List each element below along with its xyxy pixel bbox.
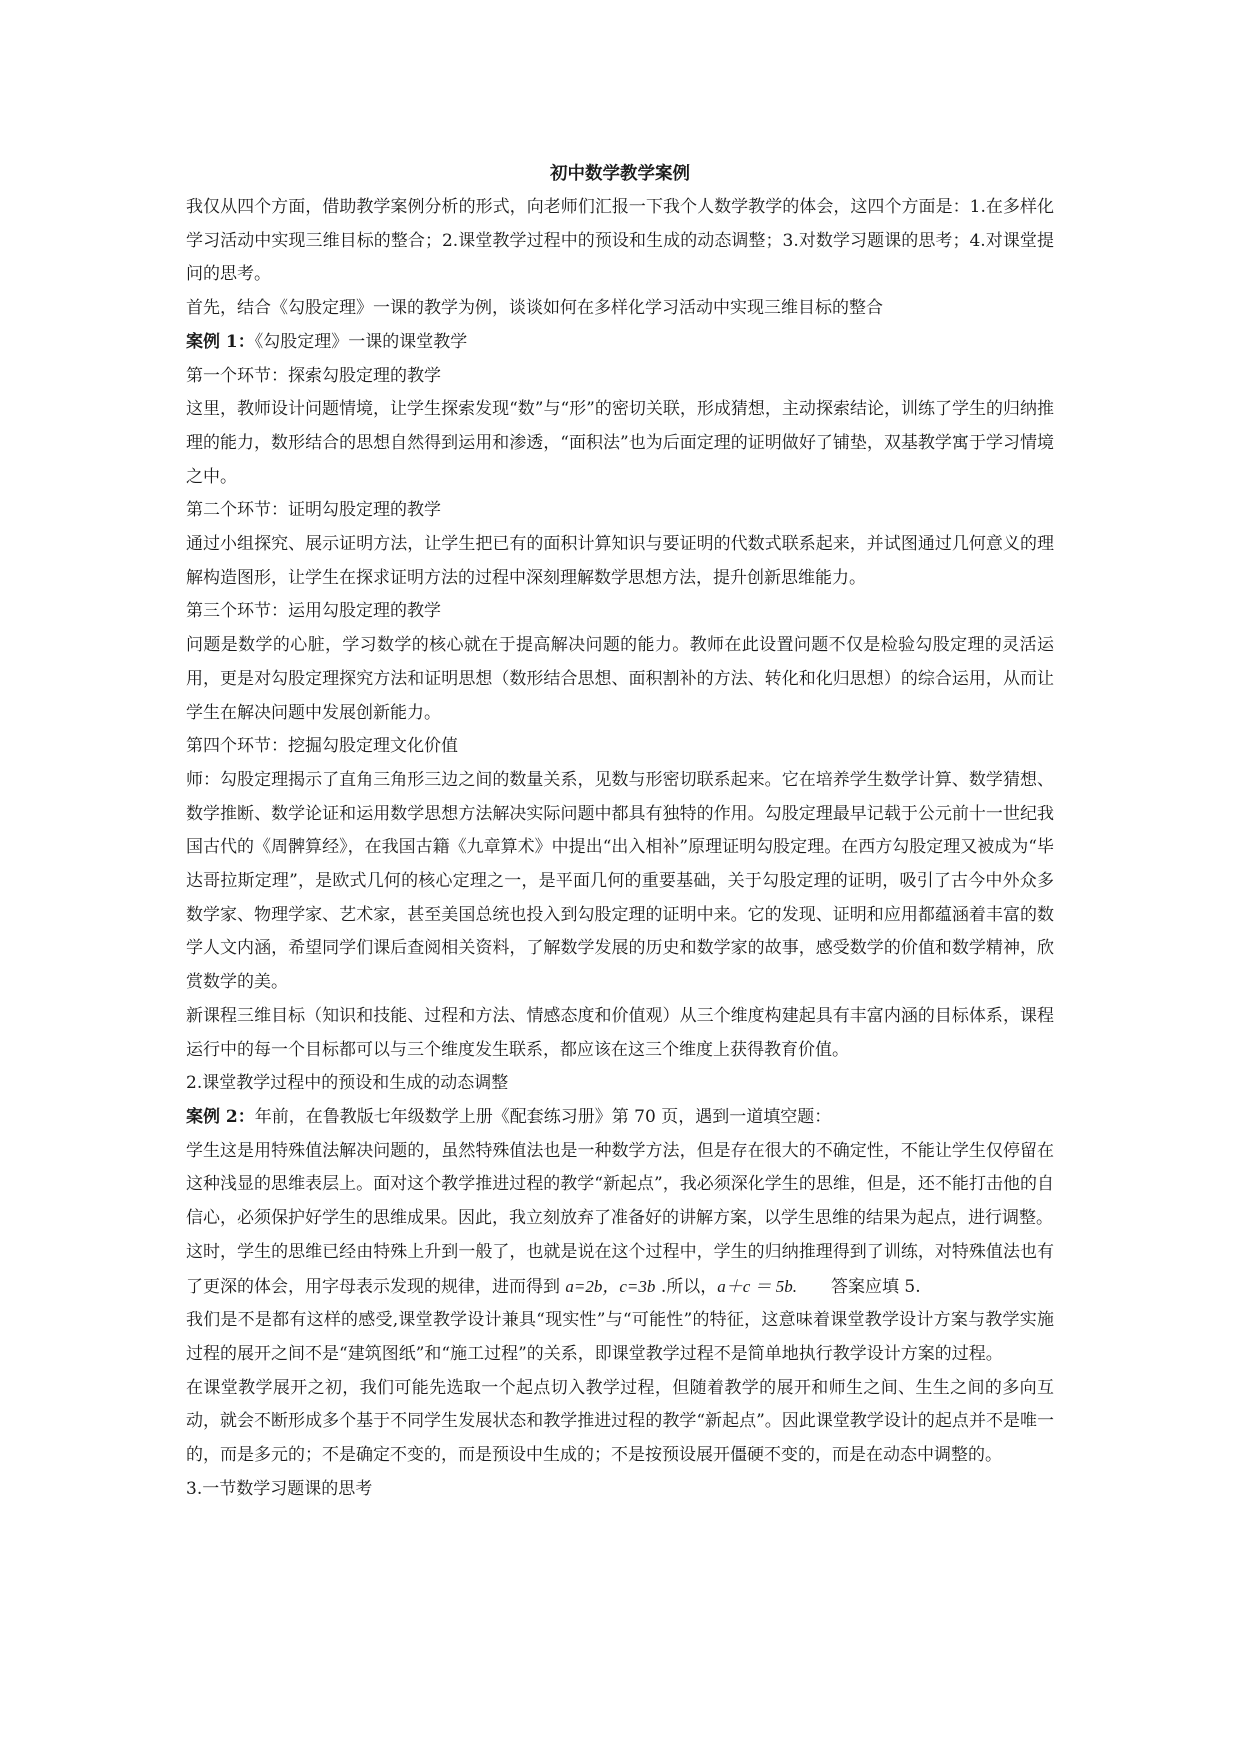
paragraph-starting-points: 在课堂教学展开之初，我们可能先选取一个起点切入教学过程，但随着教学的展开和师生之间、生生之间的多向互动，就会不断形成多个基于不同学生发展状态和教学推进过程的教学“新起点”。因此课堂教学设计的起点并不是唯一的，而是多元的；不是确定不变的，而是预设中生成的；不是按预设展开僵硬不变的，而是在动态中调整的。 — [186, 1377, 1054, 1466]
case1-title: 《勾股定理》一课的课堂教学 — [254, 331, 468, 352]
section-heading-2: 第二个环节：证明勾股定理的教学 — [186, 500, 441, 521]
case2-label: 案例 2： — [186, 1106, 255, 1127]
case1-label: 案例 1： — [186, 331, 255, 352]
intro-paragraph: 我仅从四个方面，借助教学案例分析的形式，向老师们汇报一下我个人数学教学的体会，这四个方面是：1.在多样化学习活动中实现三维目标的整合；2.课堂教学过程中的预设和生成的动态调整；3.对数学习题课的思考；4.对课堂提问的思考。 — [186, 197, 1054, 285]
section-heading-1: 第一个环节：探索勾股定理的教学 — [186, 365, 441, 386]
generalization-text-middle: .所以， — [660, 1276, 718, 1297]
paragraph-section-2: 通过小组探究、展示证明方法，让学生把已有的面积计算知识与要证明的代数式联系起来，并试图通过几何意义的理解构造图形，让学生在探求证明方法的过程中深刻理解数学思想方法，提升创新思维能力。 — [186, 534, 1054, 588]
paragraph-section-4: 师：勾股定理揭示了直角三角形三边之间的数量关系，见数与形密切联系起来。它在培养学生数学计算、数学猜想、数学推断、数学论证和运用数学思想方法解决实际问题中都具有独特的作用。勾股定理最早记载于公元前十一世纪我国古代的《周髀算经》，在我国古籍《九章算术》中提出“出入相补”原理证明勾股定理。在西方勾股定理又被成为“毕达哥拉斯定理”，是欧式几何的核心定理之一，是平面几何的重要基础，关于勾股定理的证明，吸引了古今中外众多数学家、物理学家、艺术家，甚至美国总统也投入到勾股定理的证明中来。它的发现、证明和应用都蕴涵着丰富的数学人文内涵，希望同学们课后查阅相关资料，了解数学发展的历史和数学家的故事，感受数学的价值和数学精神，欣赏数学的美。 — [186, 769, 1054, 993]
paragraph-three-dim-goals: 新课程三维目标（知识和技能、过程和方法、情感态度和价值观）从三个维度构建起具有丰富内涵的目标体系，课程运行中的每一个目标都可以与三个维度发生联系，都应该在这三个维度上获得教育价值。 — [186, 1005, 1054, 1060]
generalization-text-after: 答案应填 5. — [831, 1276, 921, 1297]
case2-heading — [186, 1101, 1054, 1135]
heading-part-3: 3.一节数学习题课的思考 — [186, 1478, 373, 1499]
heading-part-2: 2.课堂教学过程中的预设和生成的动态调整 — [186, 1073, 509, 1094]
document-page — [186, 160, 1054, 1506]
case1-heading — [186, 326, 1054, 360]
paragraph-design-nature: 我们是不是都有这样的感受,课堂教学设计兼具“现实性”与“可能性”的特征，这意味着课堂教学设计方案与教学实施过程的展开之间不是“建筑图纸”和“施工过程”的关系，即课堂教学过程不是简单地执行教学设计方案的过程。 — [186, 1310, 1054, 1364]
generalization-text-before: 这时，学生的思维已经由特殊上升到一般了，也就是说在这个过程中，学生的归纳推理得到了训练，对特殊值法也有了更深的体会，用字母表示发现的规律，进而得到 — [186, 1241, 1054, 1297]
math-expression-2: a＋c ＝ 5b. — [717, 1276, 798, 1296]
paragraph-special-value: 学生这是用特殊值法解决问题的，虽然特殊值法也是一种数学方法，但是存在很大的不确定性，不能让学生仅停留在这种浅显的思维表层上。面对这个教学推进过程的教学“新起点”，我必须深化学生的思维，但是，还不能打击他的自信心，必须保护好学生的思维成果。因此，我立刻放弃了准备好的讲解方案，以学生思维的结果为起点，进行调整。 — [186, 1140, 1054, 1229]
math-expression-1: a=2b，c=3b — [565, 1276, 656, 1296]
section-heading-4: 第四个环节：挖掘勾股定理文化价值 — [186, 736, 458, 757]
paragraph-section-1: 这里，教师设计问题情境，让学生探索发现“数”与“形”的密切关联，形成猜想，主动探索结论，训练了学生的归纳推理的能力，数形结合的思想自然得到运用和渗透，“面积法”也为后面定理的证明做好了铺垫，双基教学寓于学习情境之中。 — [186, 399, 1054, 487]
case2-text: 年前，在鲁教版七年级数学上册《配套练习册》第 70 页，遇到一道填空题： — [254, 1106, 832, 1127]
section-heading-3: 第三个环节：运用勾股定理的教学 — [186, 601, 441, 622]
document-title: 初中数学教学案例 — [550, 164, 690, 184]
paragraph-case1-intro: 首先，结合《勾股定理》一课的教学为例，谈谈如何在多样化学习活动中实现三维目标的整合 — [186, 298, 883, 319]
paragraph-section-3: 问题是数学的心脏，学习数学的核心就在于提高解决问题的能力。教师在此设置问题不仅是检验勾股定理的灵活运用，更是对勾股定理探究方法和证明思想（数形结合思想、面积割补的方法、转化和化归思想）的综合运用，从而让学生在解决问题中发展创新能力。 — [186, 635, 1054, 723]
paragraph-generalization — [186, 1236, 1054, 1304]
